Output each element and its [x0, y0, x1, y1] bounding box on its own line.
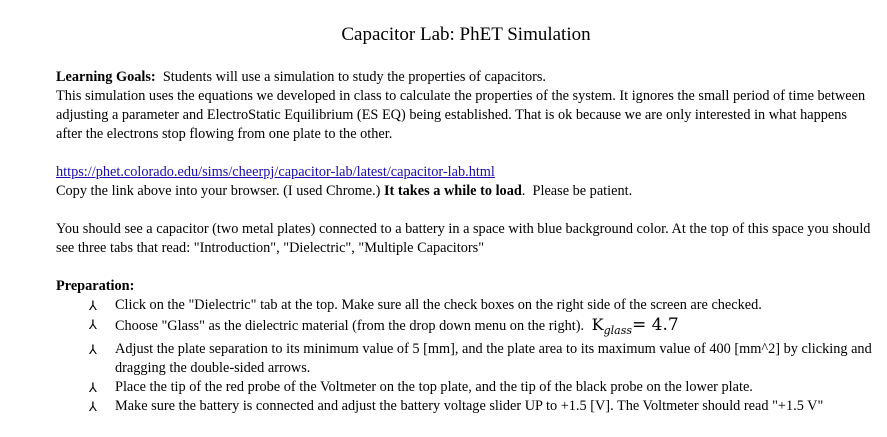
learning-goals-text: Students will use a simulation to study the properties of capacitors. [155, 69, 547, 85]
list-item [56, 378, 876, 397]
kappa-glass-formula [591, 315, 679, 337]
load-warning: It takes a while to load [383, 183, 522, 199]
step-text: Adjust the plate separation to its minimum value of 5 [mm], and the plate area to its maximum value of 400 [mm^2] by clicking and dragging the double-sided arrows. [115, 341, 872, 376]
list-item [56, 397, 876, 416]
list-item [56, 296, 876, 315]
kappa-value: = 4.7 [632, 315, 679, 335]
kappa-subscript: glass [603, 324, 632, 337]
learning-goals-section [56, 68, 876, 144]
learning-goals-label: Learning Goals: [56, 69, 156, 85]
preparation-section [56, 277, 876, 416]
step-text: Choose "Glass" as the dielectric material (from the drop down menu on the right). [115, 318, 585, 334]
preparation-steps [56, 296, 876, 416]
kappa-symbol: K [591, 315, 604, 334]
copy-text: Copy the link above into your browser. (I used Chrome.) [56, 183, 384, 199]
step-text: Make sure the battery is connected and adjust the battery voltage slider UP to +1.5 [V]. The Voltmeter should read "+1.5 V" [115, 398, 824, 414]
bullet-icon: ⅄ [89, 342, 97, 357]
learning-goals-line [56, 68, 876, 87]
preparation-label: Preparation: [56, 278, 135, 294]
bullet-icon: ⅄ [89, 317, 97, 332]
expected-view-text: You should see a capacitor (two metal plates) connected to a battery in a space with blue background color. At the top of this space you should see three tabs that read: "Introduction", "Dielectric", "Multiple Capacitors" [56, 221, 871, 256]
copy-instructions [56, 182, 876, 201]
bullet-icon: ⅄ [89, 298, 97, 313]
bullet-icon: ⅄ [89, 399, 97, 414]
link-section [56, 163, 876, 201]
step-text: Place the tip of the red probe of the Voltmeter on the top plate, and the tip of the black probe on the lower plate. [115, 379, 753, 395]
list-item [56, 315, 876, 340]
simulation-description: This simulation uses the equations we developed in class to calculate the properties of the system. It ignores the small period of time between adjusting a parameter and ElectroStatic Equilibrium (ES EQ) being established. That is ok because we are only interested in what happens after the electrons stop flowing from one plate to the other. [56, 88, 866, 142]
patience-text: . Please be patient. [521, 183, 633, 199]
bullet-icon: ⅄ [89, 380, 97, 395]
page-title: Capacitor Lab: PhET Simulation [341, 24, 591, 45]
list-item [56, 340, 876, 378]
step-text: Click on the "Dielectric" tab at the top. Make sure all the check boxes on the right side of the screen are checked. [115, 297, 762, 313]
phet-simulation-link[interactable]: https://phet.colorado.edu/sims/cheerpj/capacitor-lab/latest/capacitor-lab.html [56, 164, 495, 180]
